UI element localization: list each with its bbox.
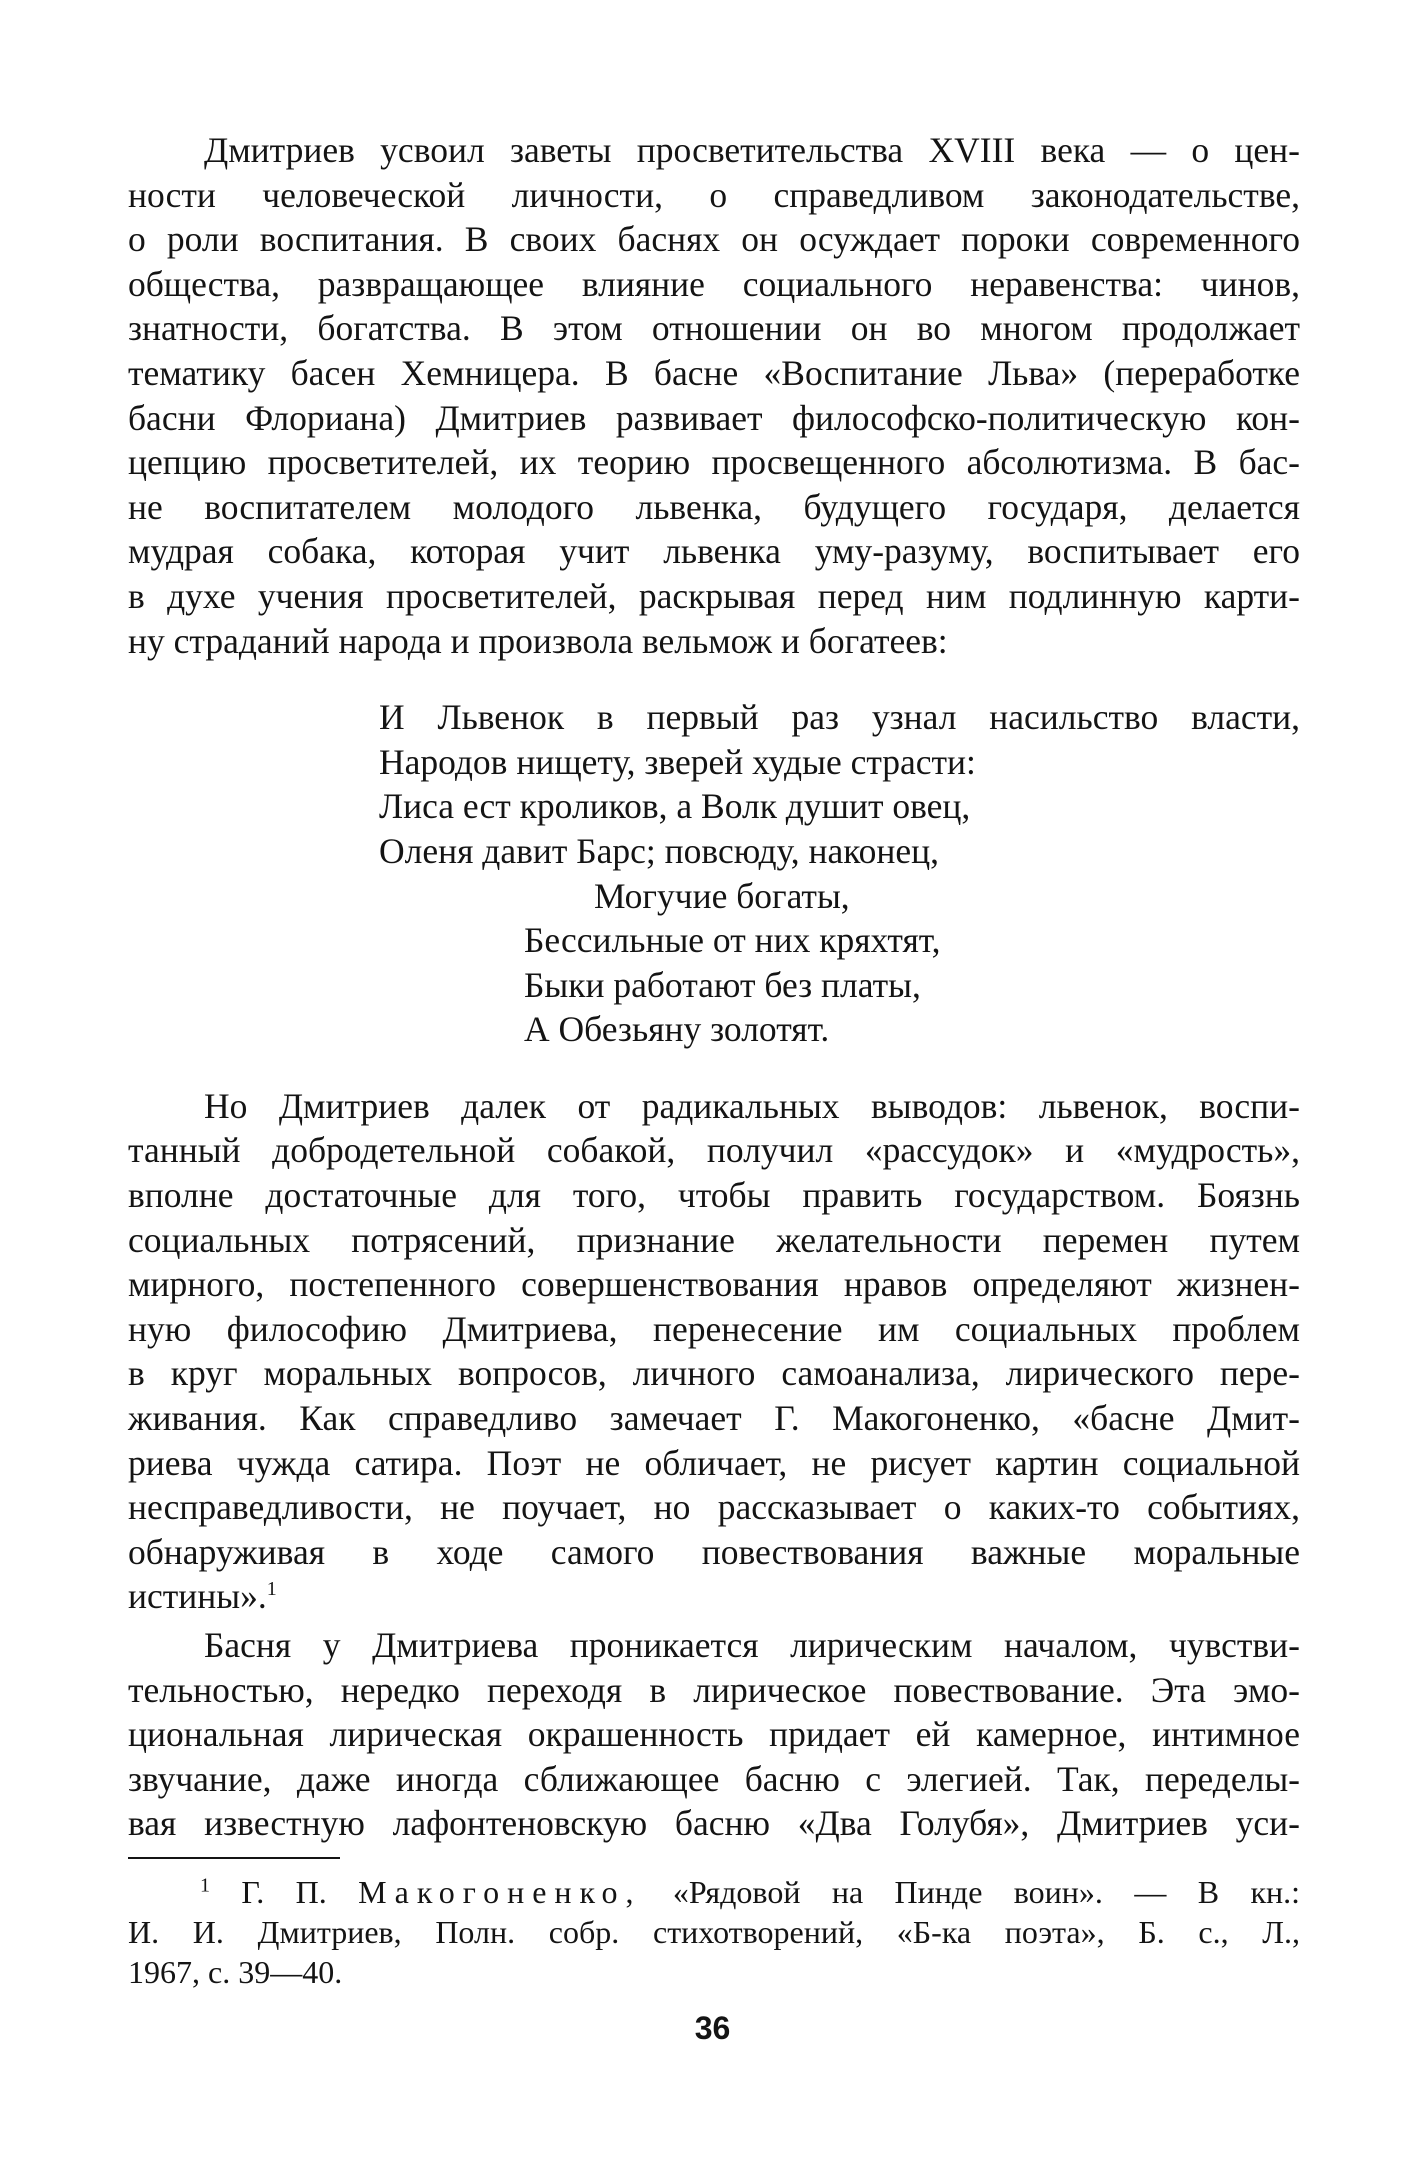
paragraph-2 [128, 1084, 1300, 1619]
text-line: мудрая собака, которая учит львенка уму-разуму, воспитывает его [128, 531, 1300, 572]
poem-line: Быки работают без платы, [524, 964, 921, 1005]
footnote-title: «Рядовой на Пинде воин». — В кн.: [672, 1874, 1300, 1910]
footnote-marker: 1 [200, 1874, 210, 1897]
footnote-author-surname: Макогоненко, [358, 1874, 642, 1910]
text-line: цепцию просветителей, их теорию просвещенного абсолютизма. В бас- [128, 442, 1300, 483]
page-number: 36 [694, 2010, 731, 2046]
poem-line: Бессильные от них кряхтят, [524, 920, 941, 961]
footnote-author-initials: Г. П. [241, 1874, 327, 1910]
text-line: Басня у Дмитриева проникается лирическим началом, чувстви- [204, 1625, 1300, 1665]
footnote [128, 1872, 1300, 1992]
text-line: танный добродетельной собакой, получил «рассудок» и «мудрость», [128, 1130, 1300, 1171]
footnote-line: 1967, с. 39—40. [128, 1954, 343, 1990]
footnote-line: И. И. Дмитриев, Полн. собр. стихотворений, «Б-ка поэта», Б. с., Л., [128, 1914, 1300, 1950]
footnote-reference[interactable]: 1 [266, 1578, 277, 1601]
poem-quote [128, 695, 1300, 1052]
text-line: не воспитателем молодого львенка, будущего государя, делается [128, 486, 1300, 527]
text-line: ности человеческой личности, о справедливом законодательстве, [128, 174, 1300, 215]
text-line: несправедливости, не поучает, но рассказывает о каких-то событиях, [128, 1487, 1300, 1528]
text-line: тематику басен Хемницера. В басне «Воспитание Льва» (переработке [128, 352, 1300, 393]
poem-line: Лиса ест кроликов, а Волк душит овец, [379, 786, 971, 827]
text-line: в круг моральных вопросов, личного самоанализа, лирического пере- [128, 1353, 1300, 1394]
text-line: обнаруживая в ходе самого повествования важные моральные [128, 1531, 1300, 1572]
poem-line: И Львенок в первый раз узнал насильство власти, [379, 697, 1300, 738]
text-line: вполне достаточные для того, чтобы править государством. Боязнь [128, 1175, 1300, 1216]
text-line [128, 1574, 1300, 1619]
paragraph-1 [128, 128, 1300, 663]
text-line: общества, развращающее влияние социального неравенства: чинов, [128, 263, 1300, 304]
text-line: басни Флориана) Дмитриев развивает философско-политическую кон- [128, 397, 1300, 438]
text-line: живания. Как справедливо замечает Г. Макогоненко, «басне Дмит- [128, 1398, 1300, 1439]
text-line: мирного, постепенного совершенствования нравов определяют жизнен- [128, 1264, 1300, 1305]
text-line: социальных потрясений, признание желательности перемен путем [128, 1219, 1300, 1260]
text-line: вая известную лафонтеновскую басню «Два Голубя», Дмитриев уси- [128, 1803, 1300, 1844]
text-line-content: истины». [128, 1576, 267, 1617]
text-line: в духе учения просветителей, раскрывая перед ним подлинную карти- [128, 575, 1300, 616]
poem-line: Оленя давит Барс; повсюду, наконец, [379, 830, 940, 871]
paragraph-3 [128, 1623, 1300, 1846]
poem-line: Народов нищету, зверей худые страсти: [379, 741, 976, 782]
text-line: Но Дмитриев далек от радикальных выводов: львенок, воспи- [204, 1085, 1300, 1126]
text-line: тельностью, нередко переходя в лирическое повествование. Эта эмо- [128, 1669, 1300, 1710]
text-line: Дмитриев усвоил заветы просветительства XVIII века — о цен- [204, 130, 1300, 170]
footnote-line [128, 1872, 1300, 1912]
text-line: ную философию Дмитриева, перенесение им социальных проблем [128, 1308, 1300, 1349]
page-body [128, 128, 1300, 1846]
text-line: о роли воспитания. В своих баснях он осуждает пороки современного [128, 219, 1300, 260]
text-line: риева чужда сатира. Поэт не обличает, не рисует картин социальной [128, 1442, 1300, 1483]
poem-line: Могучие богаты, [594, 875, 850, 916]
text-line: ну страданий народа и произвола вельмож и богатеев: [128, 620, 948, 661]
footnote-divider [128, 1857, 340, 1859]
text-line: знатности, богатства. В этом отношении он во многом продолжает [128, 308, 1300, 349]
text-line: циональная лирическая окрашенность придает ей камерное, интимное [128, 1714, 1300, 1755]
text-line: звучание, даже иногда сближающее басню с элегией. Так, переделы- [128, 1758, 1300, 1799]
poem-line: А Обезьяну золотят. [524, 1009, 830, 1050]
